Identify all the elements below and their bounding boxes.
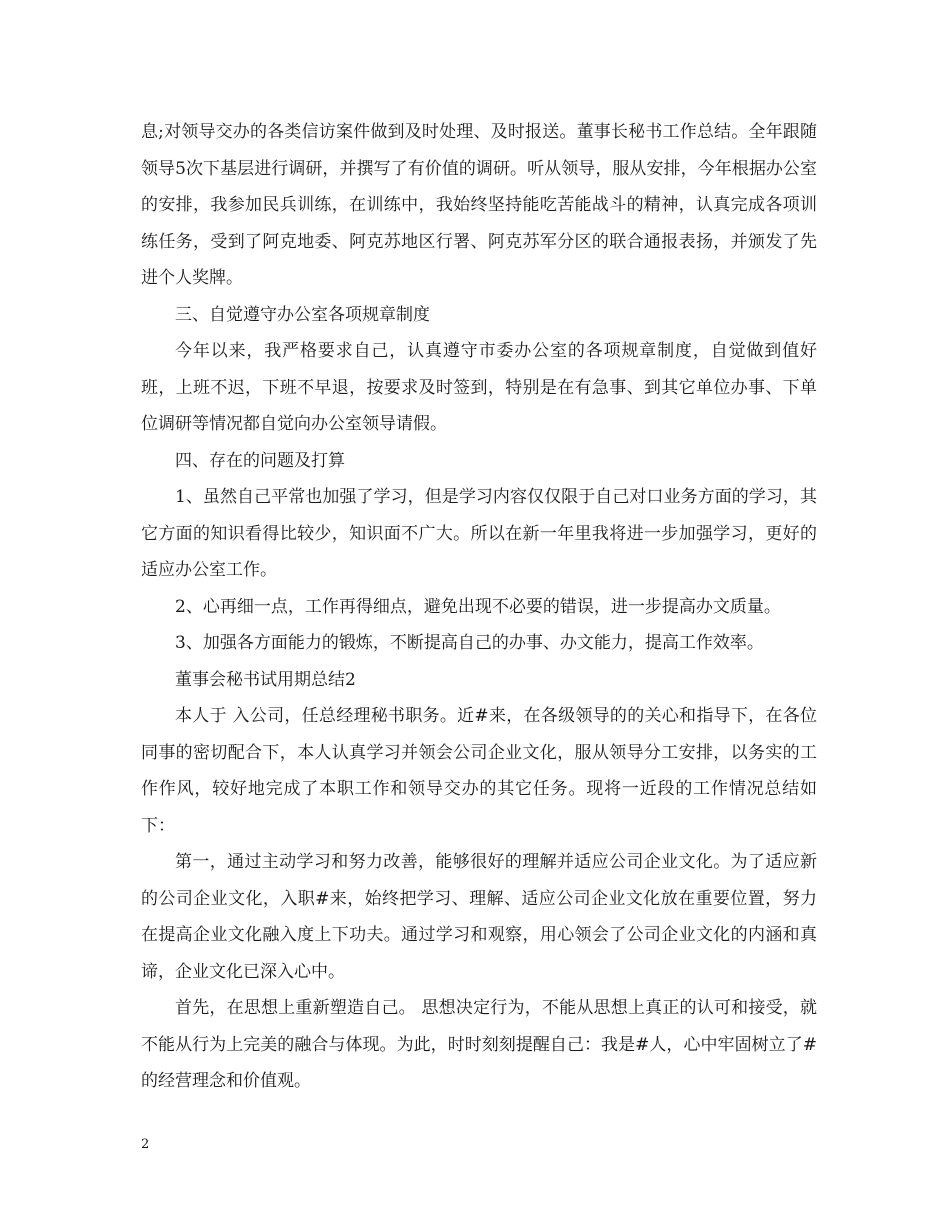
paragraph-item-1: 1、虽然自己平常也加强了学习，但是学习内容仅仅限于自己对口业务方面的学习，其它方面的知识看得比较少，知识面不广大。所以在新一年里我将进一步加强学习，更好的适应办公室工作。 <box>141 487 817 580</box>
section-heading-4: 四、存在的问题及打算 <box>175 450 345 471</box>
paragraph-rules: 今年以来，我严格要求自己，认真遵守市委办公室的各项规章制度，自觉做到值好班，上班不迟，下班不早退，按要求及时签到，特别是在有急事、到其它单位办事、下单位调研等情况都自觉向办公室领导请假。 <box>141 341 817 434</box>
paragraph-first-point: 首先，在思想上重新塑造自己。 思想决定行为，不能从思想上真正的认可和接受，就不能从行为上完美的融合与体现。为此，时时刻刻提醒自己：我是#人，心中牢固树立了#的经营理念和价值观。 <box>141 998 817 1091</box>
page-number: 2 <box>141 1137 150 1152</box>
paragraph-item-2: 2、心再细一点，工作再得细点，避免出现不必要的错误，进一步提高办文质量。 <box>175 596 781 617</box>
document-body <box>141 114 817 1100</box>
section-heading-3: 三、自觉遵守办公室各项规章制度 <box>175 304 430 325</box>
paragraph-continuation: 息;对领导交办的各类信访案件做到及时处理、及时报送。董事长秘书工作总结。全年跟随领导5次下基层进行调研，并撰写了有价值的调研。听从领导，服从安排，今年根据办公室的安排，我参加民兵训练，在训练中，我始终坚持能吃苦能战斗的精神，认真完成各项训练任务，受到了阿克地委、阿克苏地区行署、阿克苏军分区的联合通报表扬，并颁发了先进个人奖牌。 <box>141 122 817 288</box>
paragraph-intro: 本人于 入公司，任总经理秘书职务。近#来，在各级领导的的关心和指导下，在各位同事的密切配合下，本人认真学习并领会公司企业文化，服从领导分工安排，以务实的工作作风，较好地完成了本职工作和领导交办的其它任务。现将一近段的工作情况总结如下： <box>141 706 817 836</box>
paragraph-item-3: 3、加强各方面能力的锻炼，不断提高自己的办事、办文能力，提高工作效率。 <box>175 633 764 653</box>
document-subtitle: 董事会秘书试用期总结2 <box>175 669 356 690</box>
paragraph-first: 第一，通过主动学习和努力改善，能够很好的理解并适应公司企业文化。为了适应新的公司企业文化，入职#来，始终把学习、理解、适应公司企业文化放在重要位置，努力在提高企业文化融入度上下功夫。通过学习和观察，用心领会了公司企业文化的内涵和真谛，企业文化已深入心中。 <box>141 852 817 982</box>
